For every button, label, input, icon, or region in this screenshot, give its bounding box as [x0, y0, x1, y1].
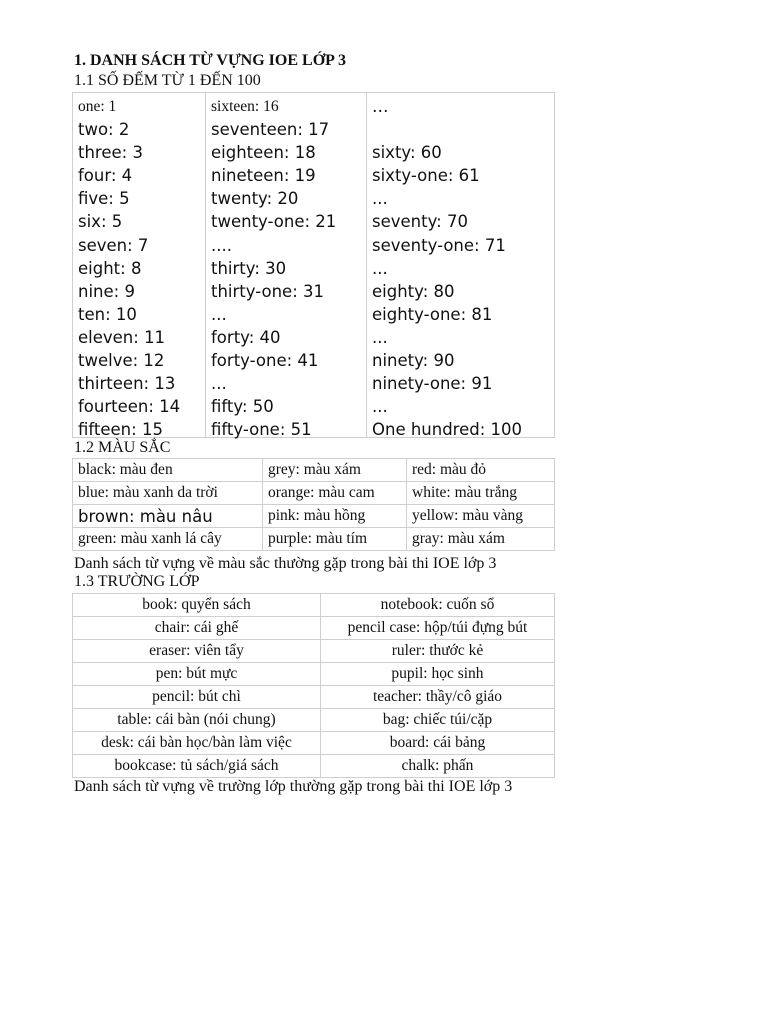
number-entry: eight: 8 — [78, 258, 142, 278]
table-row — [73, 640, 555, 663]
number-entry — [372, 118, 554, 141]
number-entry: twenty: 20 — [211, 189, 299, 209]
number-entry: ... — [372, 327, 388, 347]
number-entry: eleven: 11 — [78, 327, 166, 347]
table-row — [73, 663, 555, 686]
color-cell: yellow: màu vàng — [407, 505, 555, 528]
school-cell: bag: chiếc túi/cặp — [321, 709, 555, 732]
colors-caption: Danh sách từ vựng về màu sắc thường gặp trong bài thi IOE lớp 3 — [74, 555, 497, 572]
color-cell: gray: màu xám — [407, 528, 555, 551]
school-cell: table: cái bàn (nói chung) — [73, 709, 321, 732]
table-row — [73, 617, 555, 640]
school-cell: bookcase: tủ sách/giá sách — [73, 755, 321, 778]
number-entry: sixty-one: 61 — [372, 166, 480, 186]
table-row — [73, 594, 555, 617]
number-entry: six: 5 — [78, 212, 123, 232]
number-entry: ninety-one: 91 — [372, 374, 493, 394]
color-cell: green: màu xanh lá cây — [73, 528, 263, 551]
table-row — [73, 528, 555, 551]
numbers-column-2 — [205, 93, 366, 440]
school-caption: Danh sách từ vựng về trường lớp thường gặp trong bài thi IOE lớp 3 — [74, 778, 513, 795]
number-entry: eighty: 80 — [372, 281, 455, 301]
number-entry: ninety: 90 — [372, 351, 455, 371]
school-cell: eraser: viên tẩy — [73, 640, 321, 663]
table-row — [73, 505, 555, 528]
number-entry: nineteen: 19 — [211, 166, 316, 186]
table-row — [73, 459, 555, 482]
number-entry: twenty-one: 21 — [211, 212, 337, 232]
number-entry: eighteen: 18 — [211, 143, 316, 163]
table-row — [73, 482, 555, 505]
school-cell: ruler: thước kẻ — [321, 640, 555, 663]
number-entry: fifty: 50 — [211, 397, 274, 417]
number-entry: five: 5 — [78, 189, 130, 209]
color-cell: white: màu trắng — [407, 482, 555, 505]
colors-table — [72, 458, 555, 551]
section-heading-numbers: 1.1 SỐ ĐẾM TỪ 1 ĐẾN 100 — [74, 72, 261, 89]
number-entry: ... — [372, 189, 388, 209]
document-title: 1. DANH SÁCH TỪ VỰNG IOE LỚP 3 — [74, 52, 347, 69]
color-cell: purple: màu tím — [263, 528, 407, 551]
number-entry: twelve: 12 — [78, 351, 165, 371]
color-cell: brown: màu nâu — [73, 505, 263, 528]
school-cell: pencil: bút chì — [73, 686, 321, 709]
school-cell: pen: bút mực — [73, 663, 321, 686]
number-entry: fifty-one: 51 — [211, 420, 312, 440]
color-cell: blue: màu xanh da trời — [73, 482, 263, 505]
school-cell: pencil case: hộp/túi đựng bút — [321, 617, 555, 640]
number-entry: One hundred: 100 — [372, 420, 523, 440]
number-entry: seven: 7 — [78, 235, 149, 255]
color-cell: orange: màu cam — [263, 482, 407, 505]
school-cell: chalk: phấn — [321, 755, 555, 778]
section-heading-colors: 1.2 MÀU SẮC — [74, 439, 171, 456]
number-entry: one: 1 — [78, 98, 117, 115]
number-entry: thirty-one: 31 — [211, 281, 325, 301]
number-entry: forty-one: 41 — [211, 351, 319, 371]
number-entry: two: 2 — [78, 120, 130, 140]
number-entry: seventy-one: 71 — [372, 235, 506, 255]
number-entry: fourteen: 14 — [78, 397, 181, 417]
number-entry: sixteen: 16 — [211, 98, 279, 115]
number-entry: ... — [372, 258, 388, 278]
school-cell: desk: cái bàn học/bàn làm việc — [73, 732, 321, 755]
school-cell: board: cái bảng — [321, 732, 555, 755]
section-heading-school: 1.3 TRƯỜNG LỚP — [74, 573, 200, 590]
school-cell: book: quyển sách — [73, 594, 321, 617]
school-cell: notebook: cuốn sổ — [321, 594, 555, 617]
school-table — [72, 593, 555, 778]
number-entry: thirteen: 13 — [78, 374, 176, 394]
number-entry: ... — [211, 304, 227, 324]
number-entry: nine: 9 — [78, 281, 135, 301]
number-entry: seventy: 70 — [372, 212, 468, 232]
color-cell: grey: màu xám — [263, 459, 407, 482]
number-entry: ... — [372, 397, 388, 417]
number-entry: … — [372, 97, 389, 116]
numbers-table — [72, 92, 555, 438]
table-row — [73, 686, 555, 709]
color-cell: black: màu đen — [73, 459, 263, 482]
number-entry: thirty: 30 — [211, 258, 287, 278]
table-row — [73, 732, 555, 755]
number-entry: seventeen: 17 — [211, 120, 330, 140]
school-cell: teacher: thầy/cô giáo — [321, 686, 555, 709]
number-entry: .... — [211, 235, 232, 255]
school-cell: pupil: học sinh — [321, 663, 555, 686]
numbers-column-3 — [366, 93, 554, 440]
table-row — [73, 709, 555, 732]
number-entry: forty: 40 — [211, 327, 281, 347]
number-entry: three: 3 — [78, 143, 143, 163]
number-entry: eighty-one: 81 — [372, 304, 493, 324]
number-entry: four: 4 — [78, 166, 133, 186]
number-entry: ... — [211, 374, 227, 394]
number-entry: sixty: 60 — [372, 143, 442, 163]
numbers-column-1 — [73, 93, 205, 440]
number-entry: ten: 10 — [78, 304, 137, 324]
color-cell: red: màu đỏ — [407, 459, 555, 482]
school-cell: chair: cái ghế — [73, 617, 321, 640]
table-row — [73, 755, 555, 778]
color-cell: pink: màu hồng — [263, 505, 407, 528]
number-entry: fifteen: 15 — [78, 420, 163, 440]
